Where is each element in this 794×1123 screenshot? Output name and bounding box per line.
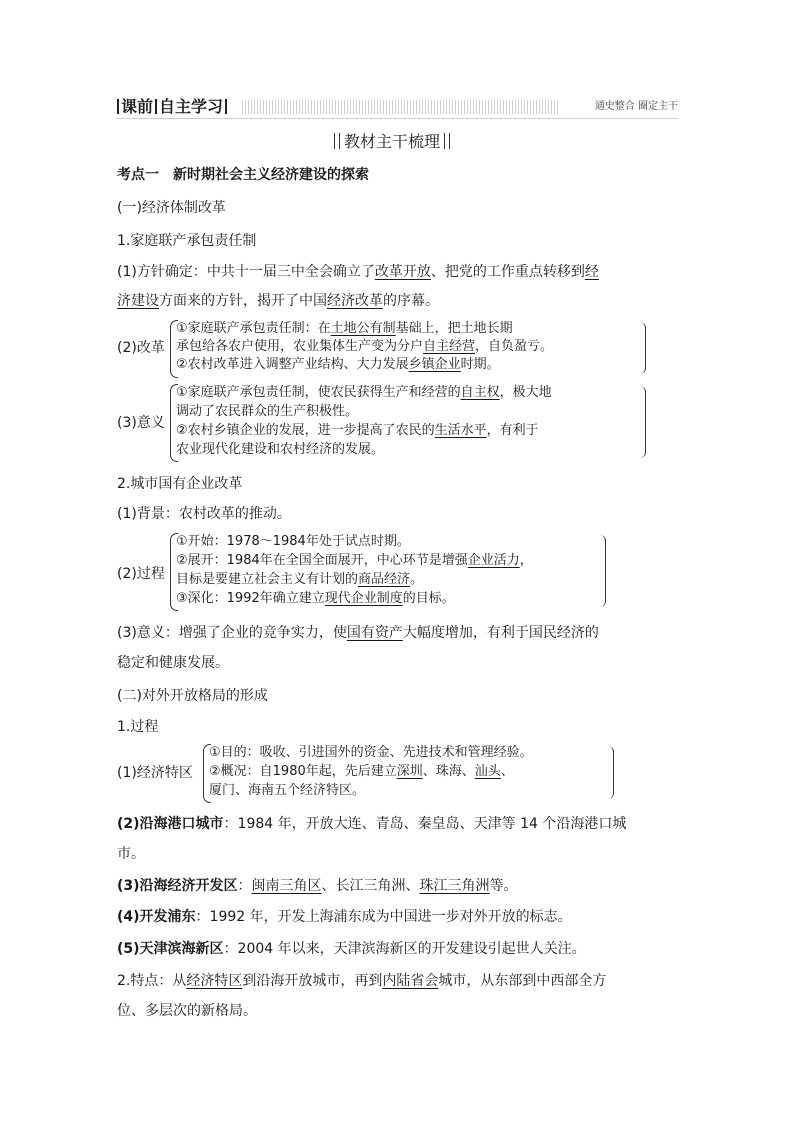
block-line: ①家庭联产承包责任制，使农民获得生产和经营的自主权，极大地 xyxy=(176,385,552,400)
block-line: ①开始：1978～1984年处于试点时期。 xyxy=(176,534,410,549)
blank-answer: 自主权 xyxy=(460,385,500,400)
header-bar xyxy=(117,99,119,114)
block-line: 农业现代化建设和农村经济的发展。 xyxy=(176,442,385,457)
paragraph-line: (3)意义：增强了企业的竞争实力，使国有资产大幅度增加，有利于国民经济的 xyxy=(117,625,599,641)
right-paren xyxy=(600,535,606,607)
blank-answer: 经济特区 xyxy=(186,973,243,989)
paragraph-line: (2)沿海港口城市：1984 年，开放大连、青岛、秦皇岛、天津等 14 个沿海港口城 xyxy=(117,816,627,832)
title-bar-left xyxy=(334,133,340,149)
block-line: 承包给各农户使用，农业集体生产变为分户自主经营，自负盈亏。 xyxy=(176,339,554,354)
right-paren xyxy=(608,746,614,799)
right-paren xyxy=(640,322,646,374)
page-header xyxy=(117,97,678,117)
blank-answer: 经济改革 xyxy=(327,293,383,309)
blank-answer: 经 xyxy=(584,264,599,280)
block-line: ②概况：自1980年起，先后建立深圳、珠海、汕头、 xyxy=(209,764,514,779)
blank-answer: 国有资产 xyxy=(346,625,403,641)
title-bar-right xyxy=(444,133,450,149)
block-label: (1)经济特区 xyxy=(117,765,193,781)
header-bar xyxy=(225,99,227,114)
block-line: ③深化：1992年确立建立现代企业制度的目标。 xyxy=(176,591,455,606)
subsection-title: (一)经济体制改革 xyxy=(117,200,226,216)
paragraph-line: 稳定和健康发展。 xyxy=(117,655,229,671)
right-paren xyxy=(640,386,646,458)
paragraph-line: 市。 xyxy=(117,846,145,862)
paragraph-line: (1)背景：农村改革的推动。 xyxy=(117,506,291,522)
item-title: 1.过程 xyxy=(117,719,159,735)
paragraph-line: (5)天津滨海新区：2004 年以来，天津滨海新区的开发建设引起世人关注。 xyxy=(117,941,586,957)
header-part1: 课前 xyxy=(121,97,154,116)
blank-answer: 乡镇企业 xyxy=(408,357,461,372)
header-bar xyxy=(155,99,157,114)
block-line: 厦门、海南五个经济特区。 xyxy=(209,783,366,798)
paragraph-line: (1)方针确定：中共十一届三中全会确立了改革开放、把党的工作重点转移到经 xyxy=(117,264,599,280)
section-title xyxy=(330,132,454,152)
blank-answer: 自主经营 xyxy=(423,339,476,354)
item-title: 1.家庭联产承包责任制 xyxy=(117,233,257,249)
blank-answer: 汕头 xyxy=(474,764,501,779)
header-stripe xyxy=(242,100,560,114)
subsection-title: (二)对外开放格局的形成 xyxy=(117,688,268,704)
block-line: 调动了农民群众的生产积极性。 xyxy=(176,404,359,419)
blank-answer: 珠江三角洲 xyxy=(419,878,490,894)
topic-heading: 考点一 新时期社会主义经济建设的探索 xyxy=(117,167,369,183)
blank-answer: 土地公有制 xyxy=(330,321,396,336)
blank-answer: 改革开放 xyxy=(374,264,431,280)
blank-answer: 现代企业制度 xyxy=(324,591,403,606)
block-line: ①家庭联产承包责任制：在土地公有制基础上，把土地长期 xyxy=(176,321,513,336)
item-title: 2.城市国有企业改革 xyxy=(117,476,243,492)
section-title-text: 教材主干梳理 xyxy=(344,132,441,151)
block-line: ②农村改革进入调整产业结构、大力发展乡镇企业时期。 xyxy=(176,357,500,372)
header-part2: 自主学习 xyxy=(159,97,224,116)
block-line: ②农村乡镇企业的发展，进一步提高了农民的生活水平，有利于 xyxy=(176,423,539,438)
blank-answer: 生活水平 xyxy=(434,423,487,438)
block-line: ②展开：1984年在全国全面展开，中心环节是增强企业活力， xyxy=(176,553,533,568)
block-label: (3)意义 xyxy=(117,415,165,431)
paragraph-line: (4)开发浦东：1992 年，开发上海浦东成为中国进一步对外开放的标志。 xyxy=(117,909,572,925)
block-label: (2)过程 xyxy=(117,566,165,582)
paragraph-line: 位、多层次的新格局。 xyxy=(117,1003,257,1019)
header-label xyxy=(117,97,229,117)
paragraph-line: 2.特点：从经济特区到沿海开放城市，再到内陆省会城市，从东部到中西部全方 xyxy=(117,973,607,989)
blank-answer: 企业活力 xyxy=(467,553,520,568)
blank-answer: 商品经济 xyxy=(358,572,411,587)
blank-answer: 深圳 xyxy=(396,764,423,779)
block-line: ①目的：吸收、引进国外的资金、先进技术和管理经验。 xyxy=(209,745,533,760)
header-tagline: 通史整合 圈定主干 xyxy=(594,101,678,112)
block-line: 目标是要建立社会主义有计划的商品经济。 xyxy=(176,572,424,587)
block-label: (2)改革 xyxy=(117,340,165,356)
blank-answer: 闽南三角区 xyxy=(251,878,322,894)
paragraph-line: (3)沿海经济开发区：闽南三角区、长江三角洲、珠江三角洲等。 xyxy=(117,878,518,894)
header-rule xyxy=(117,118,678,119)
blank-answer: 济建设 xyxy=(117,293,159,309)
paragraph-line: 济建设方面来的方针，揭开了中国经济改革的序幕。 xyxy=(117,293,439,309)
blank-answer: 内陆省会 xyxy=(382,973,439,989)
